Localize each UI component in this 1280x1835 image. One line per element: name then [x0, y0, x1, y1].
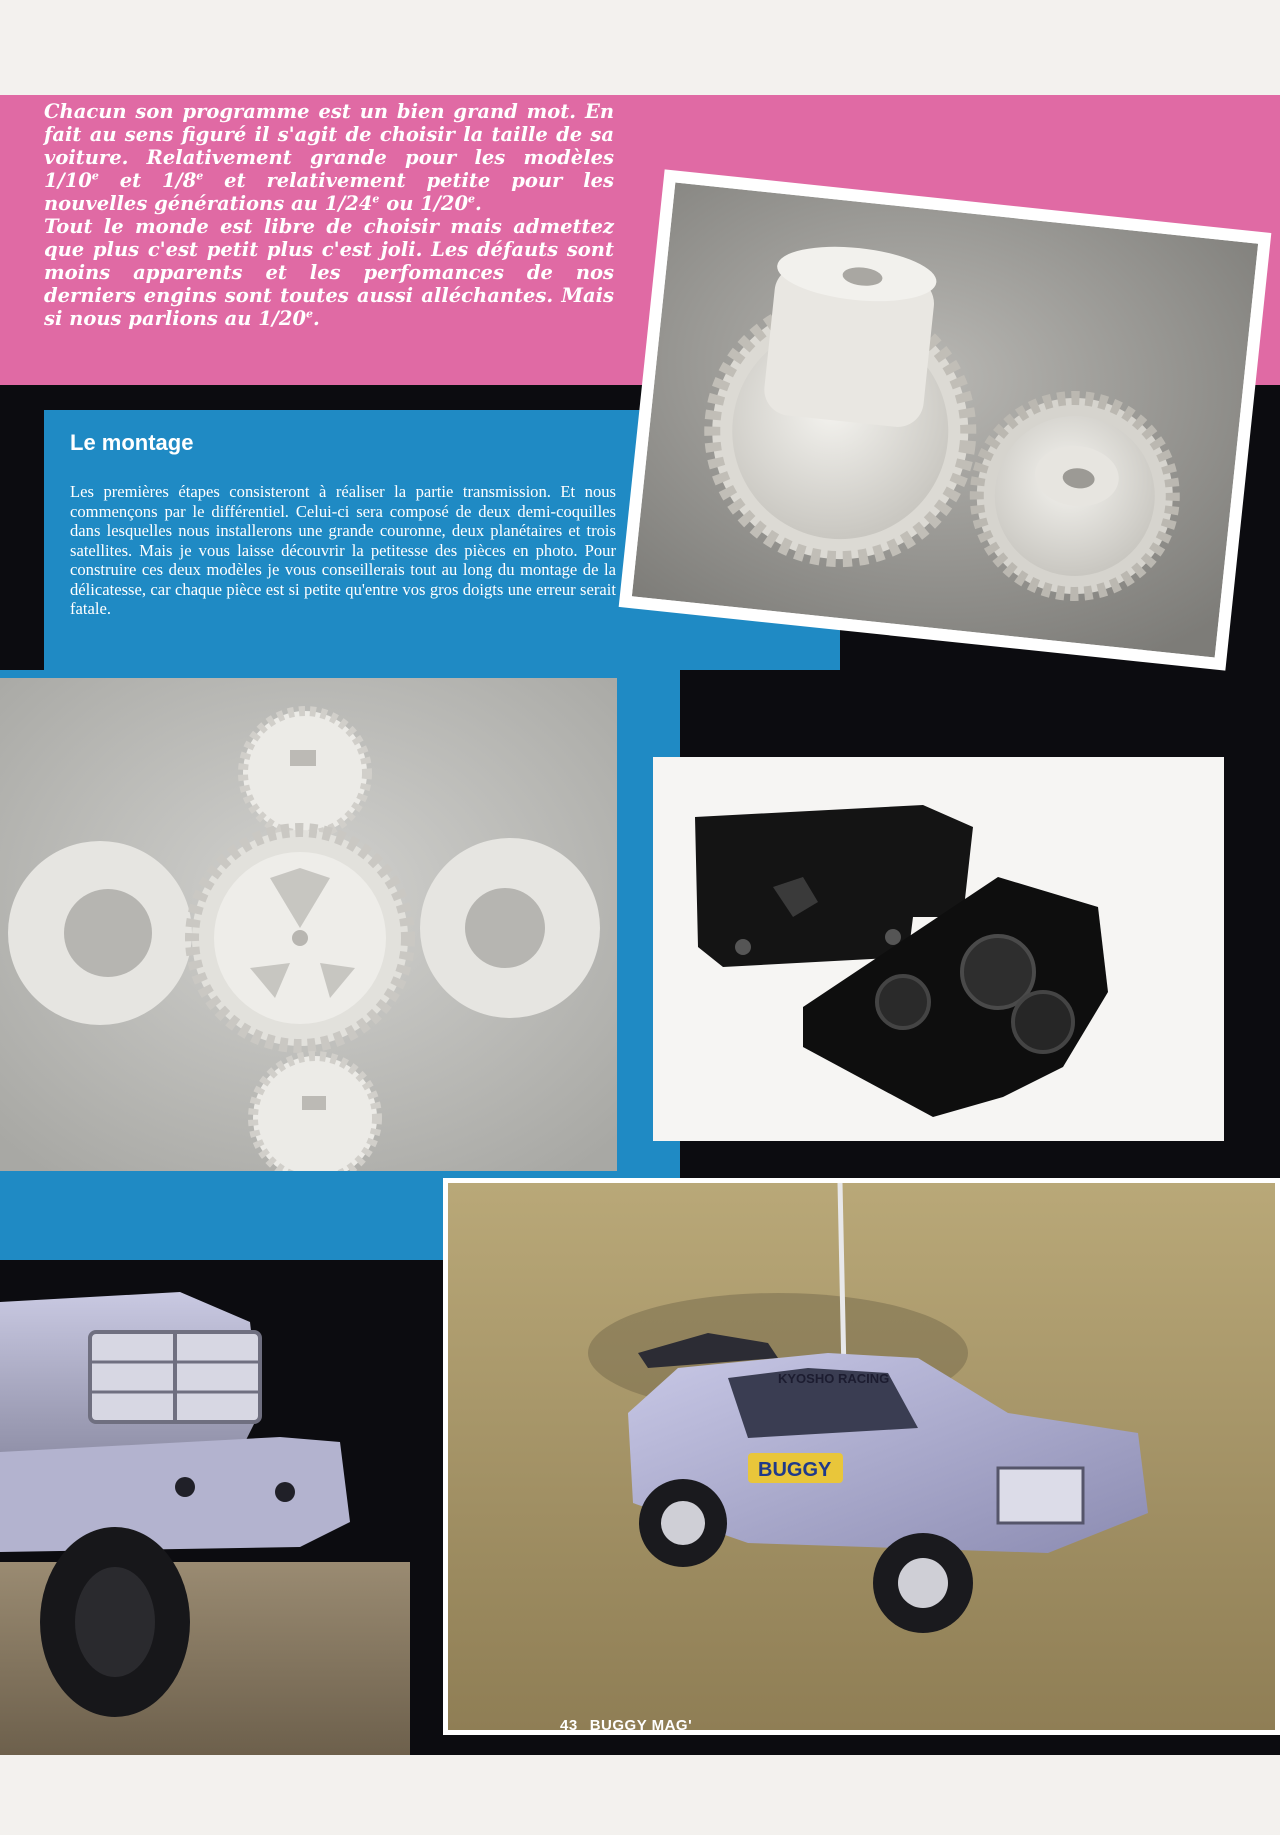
photo-car-front-closeup: [0, 1262, 410, 1755]
crown-gear: [192, 830, 408, 1046]
page-folio: [560, 1717, 704, 1734]
car-action-illustration: [448, 1183, 1275, 1730]
right-shell-half: [420, 838, 600, 1018]
section-title: Le montage: [70, 430, 194, 455]
car-front-illustration: [0, 1262, 410, 1755]
top-planetary-gear: [243, 711, 367, 835]
intro-paragraph-1: Chacun son programme est un bien grand mot. En fait au sens figuré il s'agit de choisir la taille de sa voiture. Relativement grande pour les modèles 1/10e et 1/8e et relativement petite pour les nouvelles générations au 1/24e ou 1/20e.: [44, 100, 614, 215]
magazine-name: BUGGY MAG': [589, 1717, 693, 1734]
windshield-decal: KYOSHO RACING: [778, 1371, 890, 1386]
left-shell-half: [8, 841, 192, 1025]
door-decal: BUGGY: [758, 1459, 832, 1481]
intro-text: [44, 100, 614, 330]
differential-illustration: [0, 678, 617, 1171]
photo-differential-parts: [0, 678, 617, 1171]
section-body: Les premières étapes consisteront à réaliser la partie transmission. Et nous commençons par le différentiel. Celui-ci sera composé de deux demi-coquilles dans lesquelles nous installerons une grande couronne, deux planétaires et trois satellites. Mais je vous laisse découvrir la petitesse des pièces en photo. Pour construire ces deux modèles je vous conseillerais tout au long du montage de la délicatesse, car chaque pièce est si petite qu'entre vos gros doigts une erreur serait fatale.: [70, 482, 616, 618]
photo-gears: [619, 169, 1272, 670]
gearbox-illustration: [653, 757, 1224, 1141]
intro-paragraph-2: Tout le monde est libre de choisir mais admettez que plus c'est petit plus c'est joli. Les défauts sont moins apparents et les perfomances de nos derniers engins sont toutes aussi alléchantes. Mais si nous parlions au 1/20e.: [44, 215, 614, 330]
page-number: 43: [560, 1717, 578, 1734]
photo-gearbox-shells: [653, 757, 1224, 1141]
gears-illustration: [632, 183, 1258, 658]
photo-car-action: [443, 1178, 1280, 1735]
grille: [90, 1332, 260, 1422]
